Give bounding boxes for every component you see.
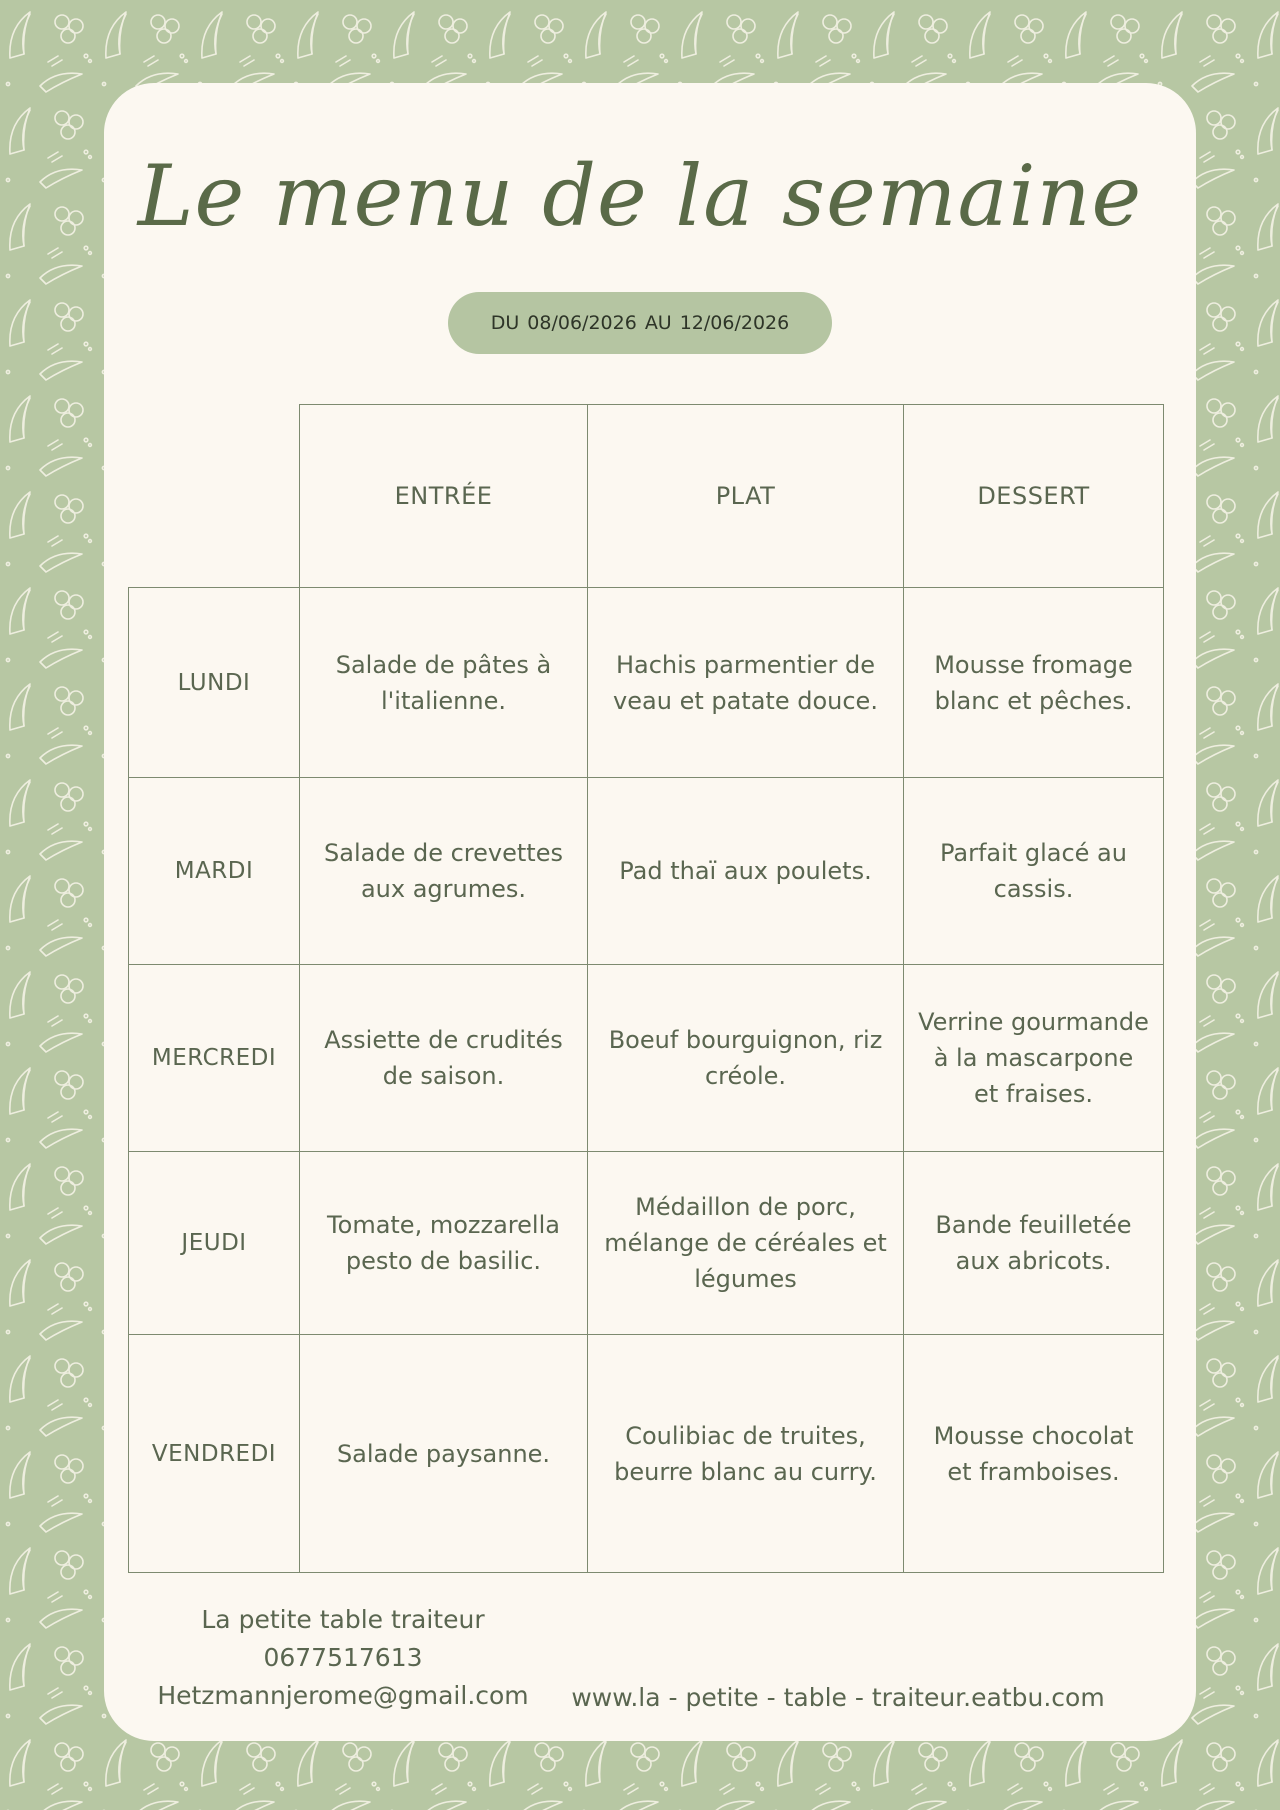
day-cell: MARDI <box>129 778 300 965</box>
phone-number: 0677517613 <box>263 1643 423 1672</box>
table-header-row <box>129 405 1164 588</box>
website-url: www.la - petite - table - traiteur.eatbu.com <box>571 1683 1105 1712</box>
entree-cell: Tomate, mozzarella pesto de basilic. <box>300 1152 588 1335</box>
plat-cell: Hachis parmentier de veau et patate douce. <box>588 588 904 778</box>
page-title: Le menu de la semaine <box>137 147 1143 245</box>
dessert-cell: Mousse chocolat et framboises. <box>904 1335 1164 1573</box>
email-address: Hetzmannjerome@gmail.com <box>157 1681 529 1710</box>
plat-cell: Médaillon de porc, mélange de céréales et légumes <box>588 1152 904 1335</box>
table-row <box>129 1152 1164 1335</box>
table-row <box>129 588 1164 778</box>
contact-block <box>143 1601 543 1715</box>
table-row <box>129 1335 1164 1573</box>
entree-cell: Salade paysanne. <box>300 1335 588 1573</box>
header-entree: ENTRÉE <box>300 405 588 588</box>
table-row <box>129 965 1164 1152</box>
date-prefix: DU <box>490 312 520 334</box>
business-name: La petite table traiteur <box>201 1605 485 1634</box>
dessert-cell: Parfait glacé au cassis. <box>904 778 1164 965</box>
header-plat: PLAT <box>588 405 904 588</box>
date-range-badge <box>448 292 832 354</box>
entree-cell: Assiette de crudités de saison. <box>300 965 588 1152</box>
day-cell: JEUDI <box>129 1152 300 1335</box>
plat-cell: Coulibiac de truites, beurre blanc au curry. <box>588 1335 904 1573</box>
day-cell: VENDREDI <box>129 1335 300 1573</box>
entree-cell: Salade de crevettes aux agrumes. <box>300 778 588 965</box>
dessert-cell: Verrine gourmande à la mascarpone et fraises. <box>904 965 1164 1152</box>
day-cell: MERCREDI <box>129 965 300 1152</box>
header-corner-cell <box>129 405 300 588</box>
header-dessert: DESSERT <box>904 405 1164 588</box>
day-cell: LUNDI <box>129 588 300 778</box>
dessert-cell: Mousse fromage blanc et pêches. <box>904 588 1164 778</box>
plat-cell: Pad thaï aux poulets. <box>588 778 904 965</box>
date-separator: AU <box>644 312 672 334</box>
dessert-cell: Bande feuilletée aux abricots. <box>904 1152 1164 1335</box>
plat-cell: Boeuf bourguignon, riz créole. <box>588 965 904 1152</box>
entree-cell: Salade de pâtes à l'italienne. <box>300 588 588 778</box>
table-row <box>129 778 1164 965</box>
weekly-menu-table <box>128 404 1164 1573</box>
date-end: 12/06/2026 <box>679 312 790 334</box>
date-start: 08/06/2026 <box>527 312 637 334</box>
